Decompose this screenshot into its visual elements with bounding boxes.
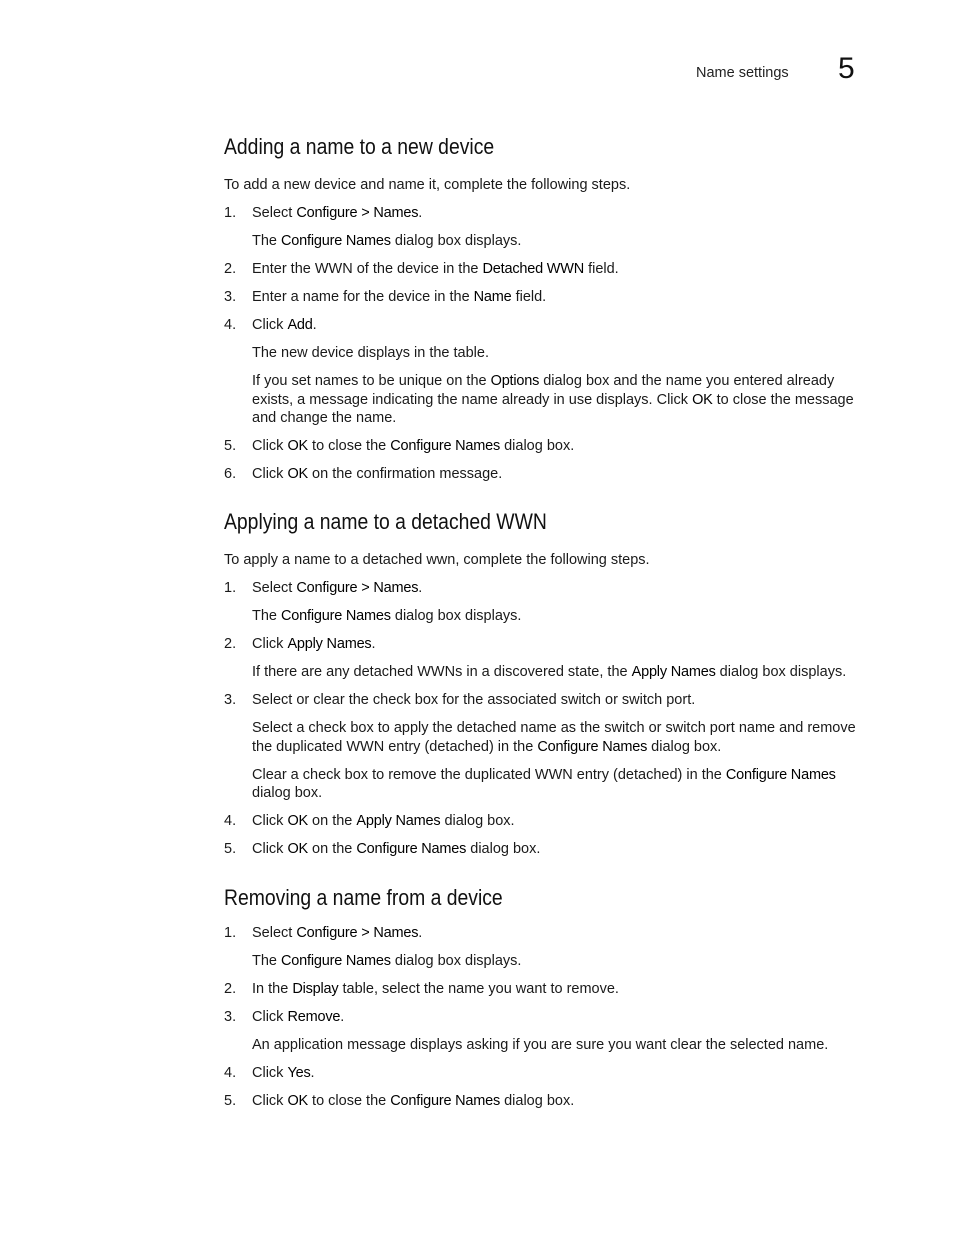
step-number: 3. — [224, 289, 237, 305]
step-number: 2. — [224, 636, 237, 652]
step-note: The Configure Names dialog box displays. — [252, 953, 522, 969]
step-number: 4. — [224, 813, 237, 829]
ui-term: Add — [287, 317, 313, 333]
step-number: 5. — [224, 438, 237, 454]
step-item: 5. Click OK to close the Configure Names dialog box. — [224, 438, 575, 454]
section-title: Applying a name to a detached WWN — [224, 509, 547, 534]
step-item — [224, 204, 874, 223]
step-item: 3. Select or clear the check box for the associated switch or switch port. — [224, 692, 696, 708]
section-adding-name — [224, 130, 874, 484]
step-item: 4. Click Add. — [224, 317, 317, 333]
step-item: 5. Click OK to close the Configure Names dialog box. — [224, 1093, 575, 1109]
step-number: 4. — [224, 317, 237, 333]
section-label: Name settings — [696, 65, 789, 81]
step-item: 3. Enter a name for the device in the Name field. — [224, 289, 547, 305]
chapter-number: 5 — [838, 52, 855, 85]
section-intro: To apply a name to a detached wwn, complete the following steps. — [224, 552, 650, 568]
ui-term: Detached WWN — [482, 261, 585, 277]
ui-term: Configure > Names — [296, 205, 419, 221]
step-note: The Configure Names dialog box displays. — [252, 233, 522, 249]
section-title: Removing a name from a device — [224, 885, 503, 910]
step-item: 3. Click Remove. — [224, 1009, 345, 1025]
step-number: 1. — [224, 580, 237, 596]
step-note: The Configure Names dialog box displays. — [252, 608, 522, 624]
step-list — [224, 924, 874, 1111]
step-number: 3. — [224, 692, 237, 708]
step-number: 1. — [224, 205, 237, 221]
step-number: 2. — [224, 261, 237, 277]
step-number: 2. — [224, 981, 237, 997]
step-note: If there are any detached WWNs in a discovered state, the Apply Names dialog box displays. — [252, 664, 847, 680]
step-item: 4. Click OK on the Apply Names dialog box. — [224, 813, 515, 829]
step-note: The new device displays in the table. — [252, 345, 489, 361]
step-number: 4. — [224, 1065, 237, 1081]
step-item: 6. Click OK on the confirmation message. — [224, 466, 503, 482]
step-item: 1. Select Configure > Names. — [224, 580, 423, 596]
step-number: 5. — [224, 1093, 237, 1109]
step-text: . — [418, 205, 423, 221]
step-number: 6. — [224, 466, 237, 482]
step-item: 1. Select Configure > Names. — [224, 925, 423, 941]
step-item: 5. Click OK on the Configure Names dialog box. — [224, 841, 541, 857]
step-note: Clear a check box to remove the duplicated WWN entry (detached) in the Configure Names dialog box. — [252, 766, 836, 801]
step-number: 5. — [224, 841, 237, 857]
step-note: If you set names to be unique on the Options dialog box and the name you entered already exists, a message indicating the name already in use displays. Click OK to close the message and change the name. — [252, 373, 854, 426]
step-text: Select — [252, 205, 297, 221]
step-item: 4. Click Yes. — [224, 1065, 315, 1081]
section-title: Adding a name to a new device — [224, 134, 495, 159]
section-intro: To add a new device and name it, complete the following steps. — [224, 177, 631, 193]
step-note: Select a check box to apply the detached name as the switch or switch port name and remove the duplicated WWN entry (detached) in the Configure Names dialog box. — [252, 720, 856, 755]
step-number: 1. — [224, 925, 237, 941]
step-item: 2. Click Apply Names. — [224, 636, 376, 652]
ui-term: Name — [473, 289, 512, 305]
step-list — [224, 204, 874, 484]
section-applying-name — [224, 508, 874, 859]
step-item: 2. In the Display table, select the name you want to remove. — [224, 981, 619, 997]
step-list — [224, 579, 874, 859]
step-note: An application message displays asking if you are sure you want clear the selected name. — [252, 1037, 829, 1053]
step-item: 2. Enter the WWN of the device in the Detached WWN field. — [224, 261, 619, 277]
section-removing-name — [224, 884, 874, 1111]
step-number: 3. — [224, 1009, 237, 1025]
